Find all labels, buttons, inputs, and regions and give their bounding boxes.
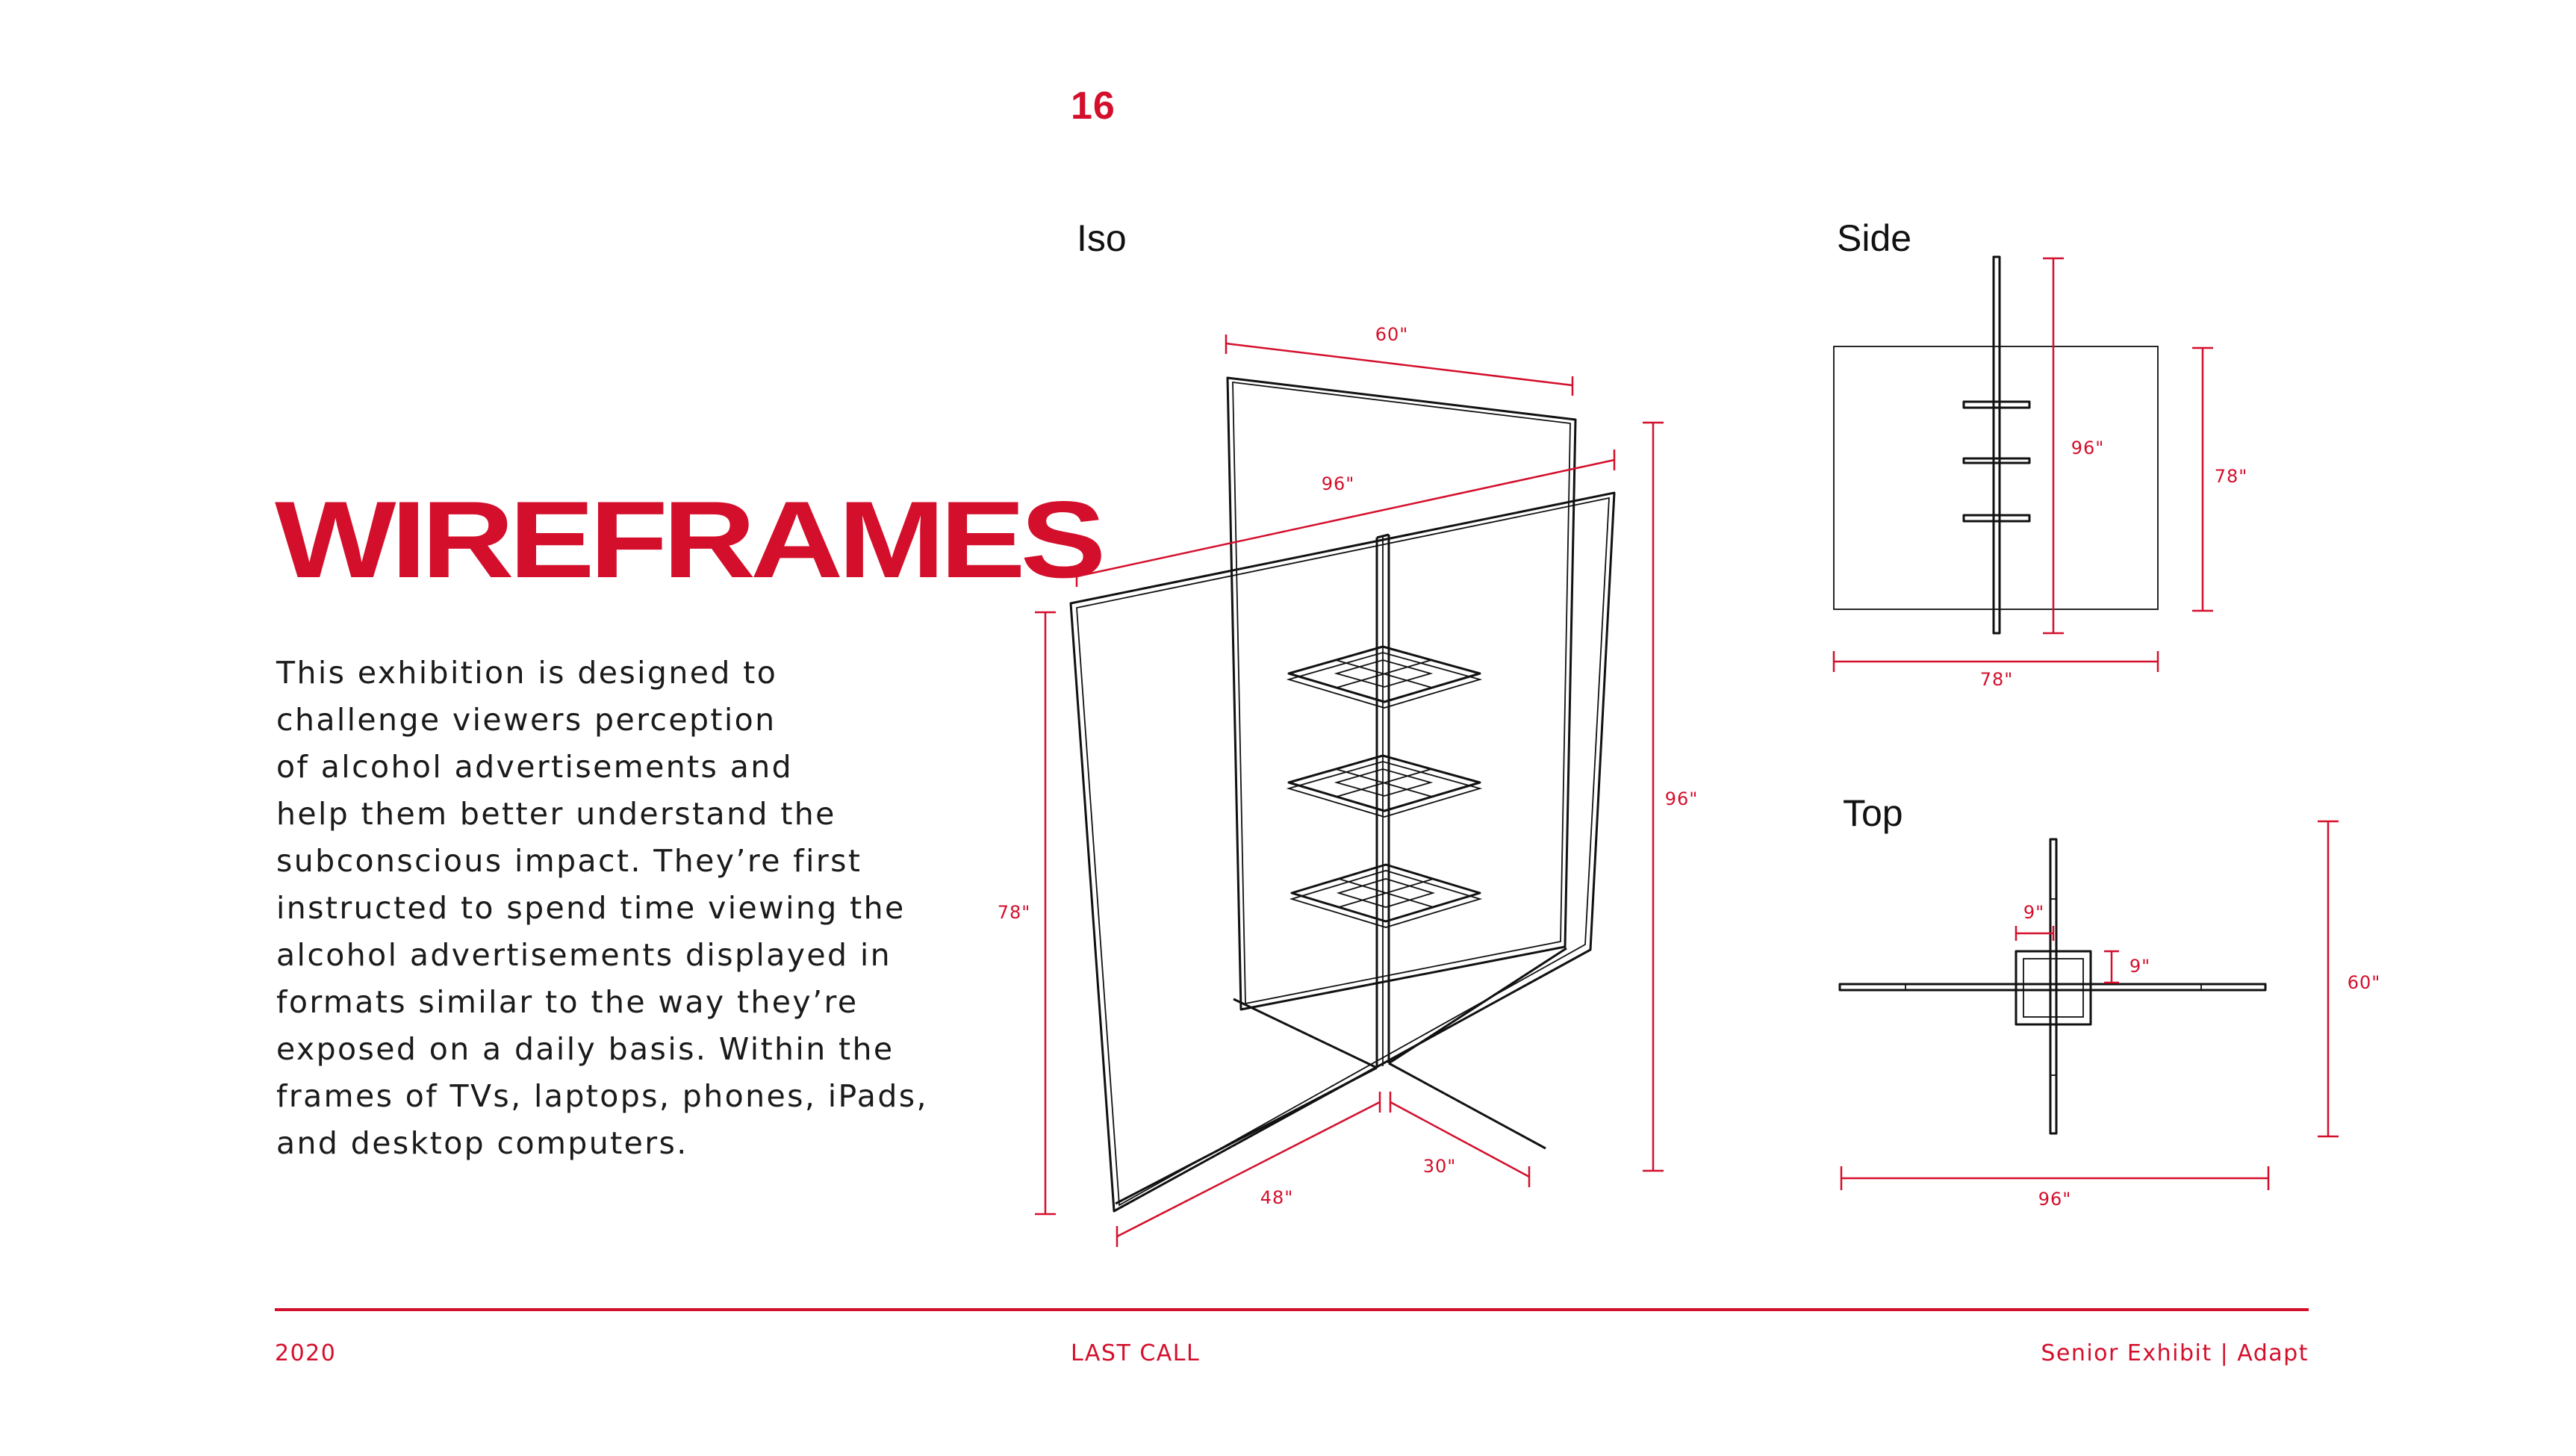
top-panel-joints [1905, 899, 2201, 1075]
description-line: alcohol advertisements displayed in [276, 937, 892, 973]
footer-course: Senior Exhibit | Adapt [2041, 1340, 2309, 1366]
top-dim-label-60: 60" [2347, 972, 2381, 993]
iso-view-label: Iso [1077, 217, 1127, 259]
description-line: instructed to spend time viewing the [276, 890, 906, 926]
footer-year: 2020 [275, 1340, 337, 1366]
iso-shelf-middle [1289, 756, 1480, 817]
iso-shelf-top [1289, 647, 1480, 708]
top-center-shelf-inner [2023, 959, 2083, 1017]
page-number: 16 [1071, 84, 1116, 128]
description-line: subconscious impact. They’re first [276, 843, 862, 879]
dim-label-96-vertical: 96" [1664, 788, 1699, 809]
description-line: exposed on a daily basis. Within the [276, 1031, 895, 1067]
side-dimension-96 [2043, 258, 2104, 633]
side-panel-outline [1834, 346, 2158, 609]
iso-back-panel [1228, 378, 1575, 1009]
top-dimension-9-horizontal [2016, 902, 2053, 941]
top-dim-label-9-horizontal: 9" [2023, 902, 2045, 923]
iso-view-drawing [998, 324, 1699, 1247]
iso-center-post [1116, 535, 1567, 1204]
side-dim-label-78-vertical: 78" [2214, 466, 2248, 487]
dim-label-30: 30" [1422, 1156, 1457, 1177]
top-view-label: Top [1843, 792, 1903, 834]
side-dimension-78-horizontal [1834, 651, 2158, 690]
description-line: challenge viewers perception [276, 702, 777, 738]
top-dim-label-9-vertical: 9" [2129, 956, 2151, 977]
side-dim-label-96: 96" [2071, 438, 2105, 458]
top-view-drawing [1840, 821, 2380, 1210]
iso-dimension-96-diagonal [1077, 449, 1614, 587]
dim-label-78: 78" [997, 902, 1031, 923]
iso-front-panel [1071, 493, 1614, 1211]
page-title: WIREFRAMES [275, 479, 1101, 600]
top-dimension-60 [2318, 821, 2380, 1136]
iso-dimension-78 [998, 612, 1056, 1214]
side-view-drawing [1834, 257, 2247, 690]
footer-project-title: LAST CALL [1071, 1340, 1201, 1366]
description-line: and desktop computers. [276, 1125, 688, 1161]
side-center-post [1994, 257, 2000, 633]
top-dimension-96 [1841, 1166, 2268, 1210]
description-line: help them better understand the [276, 796, 836, 832]
side-dim-label-78-horizontal: 78" [1979, 669, 2014, 690]
footer-divider [275, 1308, 2309, 1311]
side-shelves [1964, 402, 2029, 521]
iso-front-panel-inner [1077, 498, 1609, 1205]
description-line: formats similar to the way they’re [276, 984, 859, 1020]
dim-label-60: 60" [1375, 324, 1409, 345]
iso-dimension-96-vertical [1643, 423, 1698, 1171]
top-dim-label-96: 96" [2038, 1189, 2072, 1210]
side-view-label: Side [1837, 217, 1912, 259]
dim-label-96-diagonal: 96" [1321, 473, 1355, 494]
iso-dimension-30 [1390, 1092, 1529, 1187]
iso-shelf-bottom [1292, 865, 1480, 927]
iso-back-panel-inner [1233, 382, 1570, 1004]
top-vertical-panel [2050, 839, 2056, 1133]
iso-dimension-48 [1117, 1092, 1380, 1247]
side-dimension-78-vertical [2192, 348, 2247, 611]
description-line: frames of TVs, laptops, phones, iPads, [276, 1078, 928, 1114]
top-dimension-9-vertical [2104, 951, 2150, 983]
dim-label-48: 48" [1260, 1187, 1294, 1208]
description-line: This exhibition is designed to [276, 655, 778, 691]
description-line: of alcohol advertisements and [276, 749, 794, 785]
top-center-shelf-outer [2016, 951, 2091, 1024]
